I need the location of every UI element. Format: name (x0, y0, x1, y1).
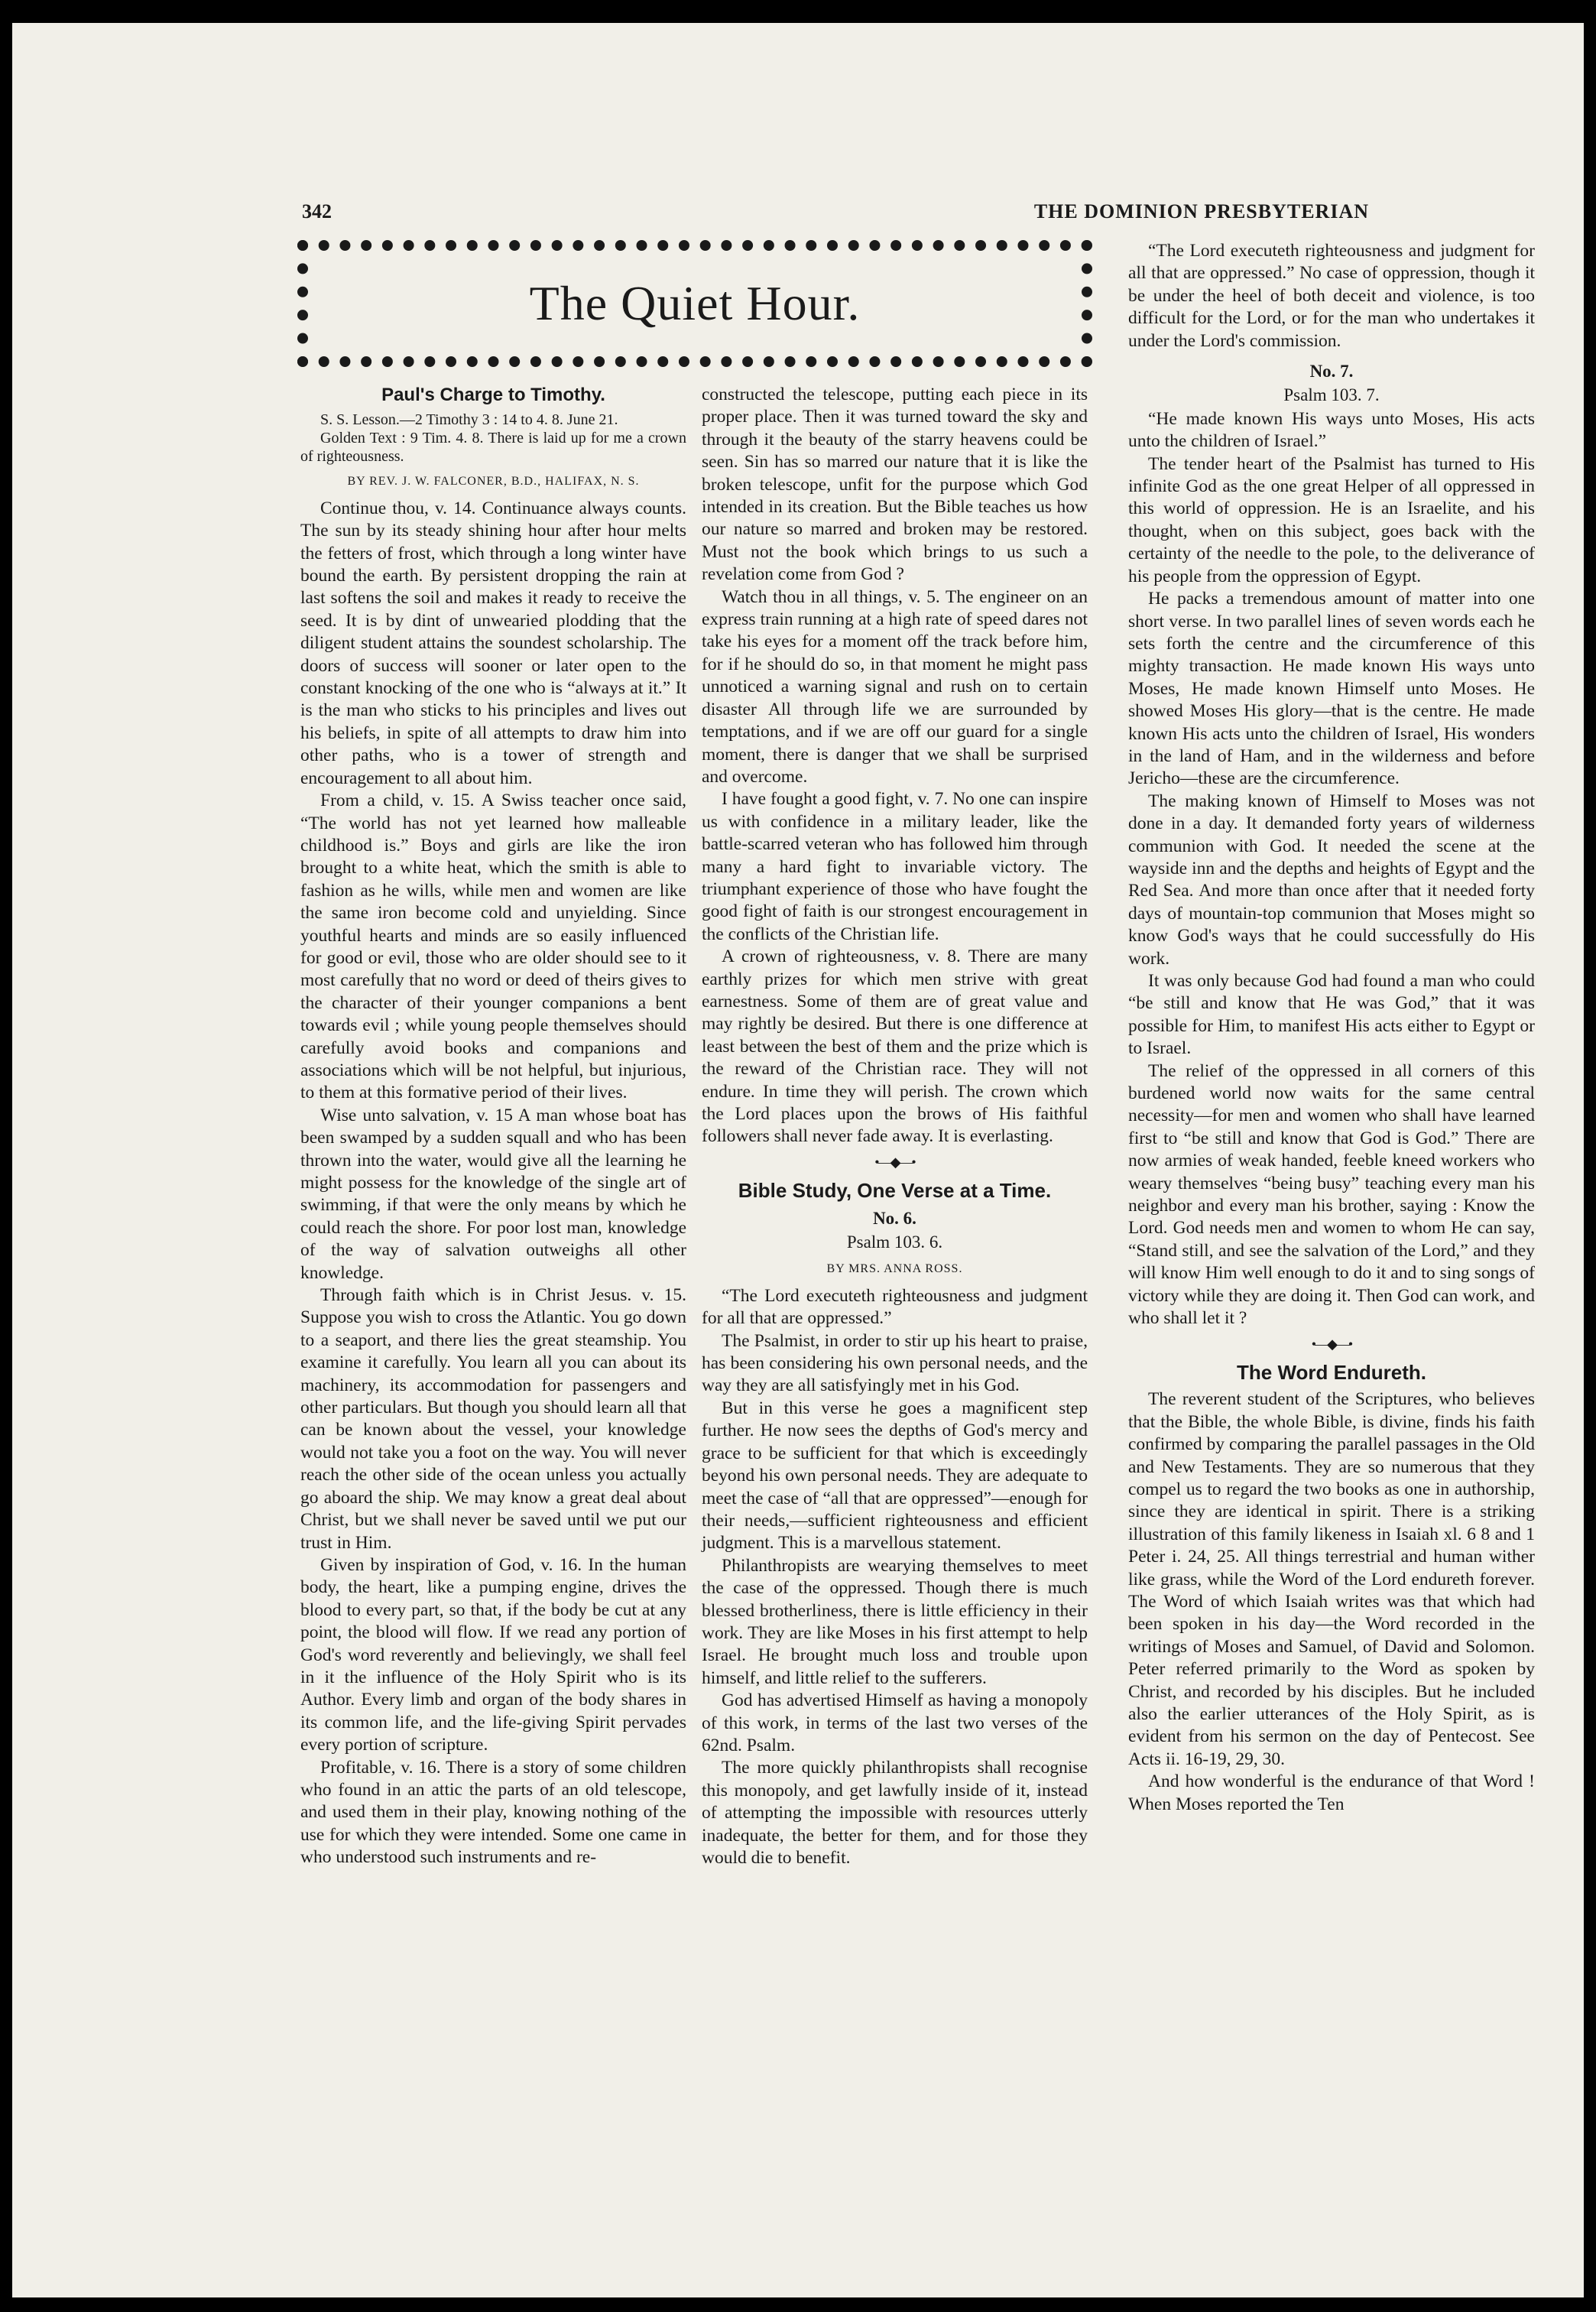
psalm-reference: Psalm 103. 7. (1283, 385, 1380, 405)
paragraph: The Psalmist, in order to stir up his heart to praise, has been considering his own personal needs, and the way they are all satisfyingly met in his God. (702, 1330, 1088, 1396)
section-title-box (297, 240, 1092, 367)
paragraph: Watch thou in all things, v. 5. The engineer on an express train running at a high rate of speed dares not take his eyes for a moment off the track before him, for if he should do so, in that moment he might pass unnoticed a warning signal and rush on to certain disaster All through life we are surrounded by temptations, and if we are off our guard for a single moment, there is danger that we shall be surprised and overcome. (702, 586, 1088, 787)
page-content (284, 200, 1552, 1868)
lesson-reference: S. S. Lesson.—2 Timothy 3 : 14 to 4. 8. June 21. (320, 411, 618, 429)
page-header (284, 200, 1552, 234)
publication-title: THE DOMINION PRESBYTERIAN (1033, 200, 1369, 222)
paragraph: The more quickly philanthropists shall recognise this monopoly, and get lawfully inside of it, instead of attempting the impossible with resources utterly inadequate, the better for them, and for those they would die to benefit. (702, 1758, 1088, 1868)
paragraph: I have fought a good fight, v. 7. No one can inspire us with confidence in a military leader, like the battle-scarred veteran who has followed him through many a hard fight to invariable victory. The triumphant experience of those who have fought the good fight of faith is our strongest encouragement in the conflicts of the Christian life. (702, 789, 1088, 944)
paragraph: A crown of righteousness, v. 8. There are many earthly prizes for which men strive with great earnestness. Some of them are of great value and may rightly be desired. But there is one difference at least between the best of them and the prize which is the reward of the Christian race. They will not endure. In time they will perish. The crown which the Lord places upon the brows of His faithful followers shall never fade away. It is everlasting. (702, 947, 1088, 1147)
paragraph: The reverent student of the Scriptures, who believes that the Bible, the whole Bible, is divine, finds his faith confirmed by comparing the parallel passages in the Old and New Testaments. They are so numerous that they compel us to regard the two books as one in authorship, since they are identical in spirit. There is a striking illustration of this family likeness in Isaiah xl. 6 8 and 1 Peter i. 24, 25. All things terrestrial and human wither like grass, while the Word of the Lord endureth forever. The Word of which Isaiah writes was that which had been spoken in his day—the Word recorded in the writings of Moses and Samuel, of David and Solomon. Peter referred primarily to the Word as spoken by Christ, and recorded by his disciples. But he included also the earlier utterances of the Holy Spirit, as is evident from his sermon on the day of Pentecost. See Acts ii. 16-19, 29, 30. (1128, 1389, 1535, 1769)
psalm-reference: Psalm 103. 6. (846, 1232, 943, 1252)
paragraph: From a child, v. 15. A Swiss teacher once said, “The world has not yet learned how malleable childhood is.” Boys and girls are like the iron brought to a white heat, which the smith is able to fashion as he wills, while men and women are like the same iron become cold and unyielding. Since youthful hearts and minds are so easily influenced for good or evil, those who are older should see to it most carefully that no word or deed of theirs gives to the character of their younger companions a bent towards evil ; while young people themselves should carefully avoid books and companions and associations which will be not helpful, but injurious, to them at this formative period of their lives. (300, 791, 686, 1103)
page-number: 342 (302, 200, 332, 222)
section-divider: •—◆—• (874, 1154, 915, 1170)
paragraph: The making known of Himself to Moses was not done in a day. It demanded forty years of wilderness communion with God. It needed the scene at the wayside inn and the depths and heights of Egypt and the Red Sea. And more than once after that it needed forty days of mountain-top communion that Moses might so know God's ways that he could successfully do His work. (1128, 791, 1535, 969)
paragraph: The tender heart of the Psalmist has turned to His infinite God as the one great Helper of all oppressed in this world of oppression. He is an Israelite, and his thought, when on this subject, goes back with the certainty of the needle to the pole, to the deliverance of his people from the oppression of Egypt. (1128, 453, 1535, 586)
section-divider: •—◆—• (1311, 1336, 1352, 1352)
paragraph: Given by inspiration of God, v. 16. In the human body, the heart, like a pumping engine, drives the blood to every part, so that, if the body be cut at any point, the blood will flow. If we read any portion of God's word reverently and believingly, we shall feel in it the influence of the Holy Spirit who is its Author. Every limb and organ of the body shares in its common life, and the life-giving Spirit pervades every portion of scripture. (300, 1554, 686, 1755)
paragraph: “The Lord executeth righteousness and judgment for all that are oppressed.” (702, 1285, 1088, 1329)
paragraph: Profitable, v. 16. There is a story of some children who found in an attic the parts of an old telescope, and used them in their play, knowing nothing of the use for which they were intended. Some one came in who understood such instruments and re- (300, 1757, 686, 1868)
paragraph: The relief of the oppressed in all corners of this burdened world now waits for the same central necessity—for men and women who shall have learned first to “be still and know that God is God.” There are now armies of weak handed, feeble kneed workers who weary themselves “being busy” teaching every man his neighbor and every man his brother, saying : Know the Lord. God needs men and women to whom He can say, “Stand still, and see the salvation of the Lord,” and they will know Him well enough to do it and to sing songs of victory while they are doing it. Then God can work, and who shall let it ? (1128, 1060, 1535, 1329)
article-title-word-endureth: The Word Endureth. (1237, 1360, 1426, 1384)
paragraph: But in this verse he goes a magnificent step further. He now sees the depths of God's mercy and grace to be sufficient for that which is exceedingly beyond his own personal needs. They are adequate to meet the case of “all that are oppressed”—enough for their needs,—sufficient righteousness and efficient judgment. This is a marvellous statement. (702, 1398, 1088, 1554)
study-number: No. 7. (1309, 362, 1354, 382)
paragraph: constructed the telescope, putting each piece in its proper place. Then it was turned toward the sky and through it the beauty of the starry heavens could be seen. Sin has so marred our nature that it is like the broken telescope, unfit for the purpose which God intended in its creation. But the Bible teaches us how our nature so marred and broken may be restored. Must not the book which brings to us such a revelation come from God ? (702, 385, 1088, 585)
paragraph: Philanthropists are wearying themselves to meet the case of the oppressed. Though there is much blessed brotherliness, there is little efficiency in their work. They are like Moses in his first attempt to help Israel. He brought much loss and trouble upon himself, and little relief to the sufferers. (702, 1555, 1088, 1688)
paragraph: “He made known His ways unto Moses, His acts unto the children of Israel.” (1128, 408, 1535, 452)
golden-text: Golden Text : 9 Tim. 4. 8. There is laid up for me a crown of righteousness. (300, 430, 686, 466)
column-1 (300, 384, 686, 1869)
study-number: No. 6. (873, 1208, 916, 1228)
newspaper-page (12, 23, 1584, 2297)
paragraph: God has advertised Himself as having a monopoly of this work, in terms of the last two verses of the 62nd. Psalm. (702, 1690, 1088, 1755)
article-byline: BY MRS. ANNA ROSS. (826, 1262, 963, 1276)
paragraph: He packs a tremendous amount of matter into one short verse. In two parallel lines of seven words each he sets forth the centre and the circumference of this mighty transaction. He made known His ways unto Moses, He made known Himself unto Moses. He showed Moses His glory—that is the centre. He made known His acts unto the children of Israel, His wonders in the land of Ham, and in the wilderness and before Jericho—these are the circumference. (1128, 589, 1535, 789)
paragraph: Through faith which is in Christ Jesus. v. 15. Suppose you wish to cross the Atlantic. You go down to a seaport, and there lies the great steamship. You examine it carefully. You learn all you can about its machinery, its accommodation for passengers and other particulars. But though you should learn all that can be known about the vessel, your knowledge would not take you a foot on the way. You will never reach the other side of the ocean unless you actually go aboard the ship. We may know a great deal about Christ, but we shall never be saved until we put our trust in Him. (300, 1285, 686, 1553)
article-title-bible-study: Bible Study, One Verse at a Time. (738, 1179, 1052, 1203)
section-title: The Quiet Hour. (529, 276, 861, 330)
paragraph: It was only because God had found a man who could “be still and know that He was God,” that it was possible for Him, to manifest His acts either to Egypt or to Israel. (1128, 971, 1535, 1059)
paragraph: And how wonderful is the endurance of that Word ! When Moses reported the Ten (1128, 1771, 1535, 1814)
column-3 (1128, 240, 1535, 1816)
paragraph: Continue thou, v. 14. Continuance always counts. The sun by its steady shining hour after hour melts the fetters of frost, which through a long winter have bound the earth. By persistent dropping the rain at last softens the soil and makes it ready to receive the seed. It is by dint of unwearied plodding that the diligent student attains the soundest scholarship. The doors of success will sooner or later open to the constant knocking of the one who is “always at it.” It is the man who sticks to his principles and lives out his beliefs, in spite of all attempts to draw him into other paths, who is a tower of strength and encouragement to all about him. (300, 498, 686, 788)
column-2 (702, 384, 1088, 1869)
paragraph: Wise unto salvation, v. 15 A man whose boat has been swamped by a sudden squall and who has been thrown into the water, would give all the learning he might possess for the knowledge of the single art of swimming, if that were the only means by which he could reach the shore. For poor lost man, knowledge of the way of salvation outweighs all other knowledge. (300, 1105, 686, 1283)
article-title-pauls-charge: Paul's Charge to Timothy. (381, 385, 605, 405)
article-byline: BY REV. J. W. FALCONER, B.D., HALIFAX, N. S. (347, 475, 640, 489)
paragraph: “The Lord executeth righteousness and judgment for all that are oppressed.” No case of oppression, though it be under the heel of both deceit and violence, is too difficult for the Lord, or for the man who undertakes it under the Lord's commission. (1128, 241, 1535, 351)
